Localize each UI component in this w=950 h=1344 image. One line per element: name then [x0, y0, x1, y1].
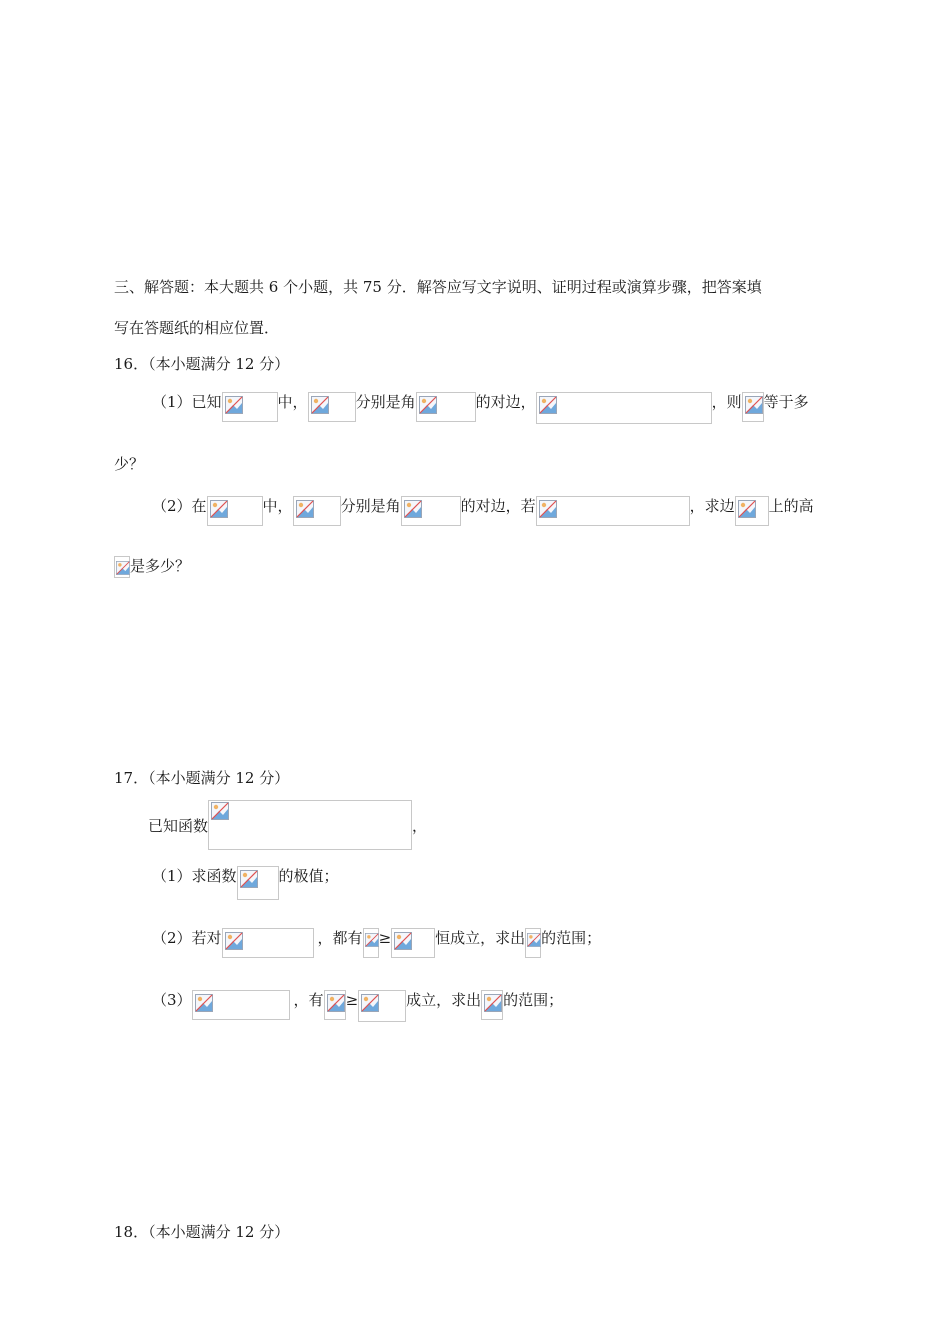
broken-image-icon	[211, 802, 229, 820]
formula-image	[237, 866, 279, 900]
q16-part1-tail: 少？	[114, 455, 145, 473]
q17-part3: （3） ，有 ≥ 成立，求出 的范围；	[152, 990, 563, 1022]
formula-image	[358, 990, 406, 1022]
broken-image-icon	[539, 396, 557, 414]
formula-image	[536, 496, 690, 526]
broken-image-icon	[225, 396, 243, 414]
broken-image-icon	[116, 560, 130, 574]
formula-image	[363, 928, 379, 958]
broken-image-icon	[225, 932, 243, 950]
broken-image-icon	[327, 994, 345, 1012]
q16-part1: （1）已知 中， 分别是角 的对边， ，则 等于多	[152, 392, 809, 424]
broken-image-icon	[419, 396, 437, 414]
q16-part2: （2）在 中， 分别是角 的对边，若 ，求边 上的高	[152, 496, 814, 526]
formula-image	[208, 800, 412, 850]
broken-image-icon	[738, 500, 756, 518]
formula-image	[401, 496, 461, 526]
broken-image-icon	[484, 994, 502, 1012]
formula-image	[416, 392, 476, 422]
formula-image	[536, 392, 712, 424]
q16-header: 16．（本小题满分 12 分）	[114, 355, 290, 373]
q17-part1: （1）求函数 的极值；	[152, 866, 339, 900]
broken-image-icon	[539, 500, 557, 518]
formula-image	[391, 928, 435, 958]
broken-image-icon	[195, 994, 213, 1012]
broken-image-icon	[240, 870, 258, 888]
formula-image	[114, 556, 130, 578]
q17-header: 17．（本小题满分 12 分）	[114, 769, 290, 787]
formula-image	[324, 990, 346, 1020]
formula-image	[207, 496, 263, 526]
formula-image	[293, 496, 341, 526]
formula-image	[525, 928, 541, 958]
broken-image-icon	[210, 500, 228, 518]
formula-image	[308, 392, 356, 422]
broken-image-icon	[404, 500, 422, 518]
formula-image	[735, 496, 769, 526]
section-heading-line-2: 写在答题纸的相应位置．	[114, 319, 280, 337]
section-heading-line-1: 三、解答题：本大题共 6 个小题，共 75 分．解答应写文字说明、证明过程或演算步骤，把答案填	[114, 278, 762, 296]
broken-image-icon	[361, 994, 379, 1012]
formula-image	[192, 990, 290, 1020]
broken-image-icon	[311, 396, 329, 414]
broken-image-icon	[296, 500, 314, 518]
broken-image-icon	[365, 932, 379, 946]
formula-image	[222, 928, 314, 958]
broken-image-icon	[745, 396, 763, 414]
q17-part2: （2）若对 ，都有 ≥ 恒成立，求出 的范围；	[152, 928, 601, 958]
formula-image	[481, 990, 503, 1020]
q18-header: 18．（本小题满分 12 分）	[114, 1223, 290, 1241]
formula-image	[742, 392, 764, 422]
broken-image-icon	[394, 932, 412, 950]
q16-part2-tail: 是多少？	[114, 556, 190, 578]
broken-image-icon	[527, 932, 541, 946]
formula-image	[222, 392, 278, 422]
q17-intro: 已知函数 ，	[148, 800, 427, 850]
